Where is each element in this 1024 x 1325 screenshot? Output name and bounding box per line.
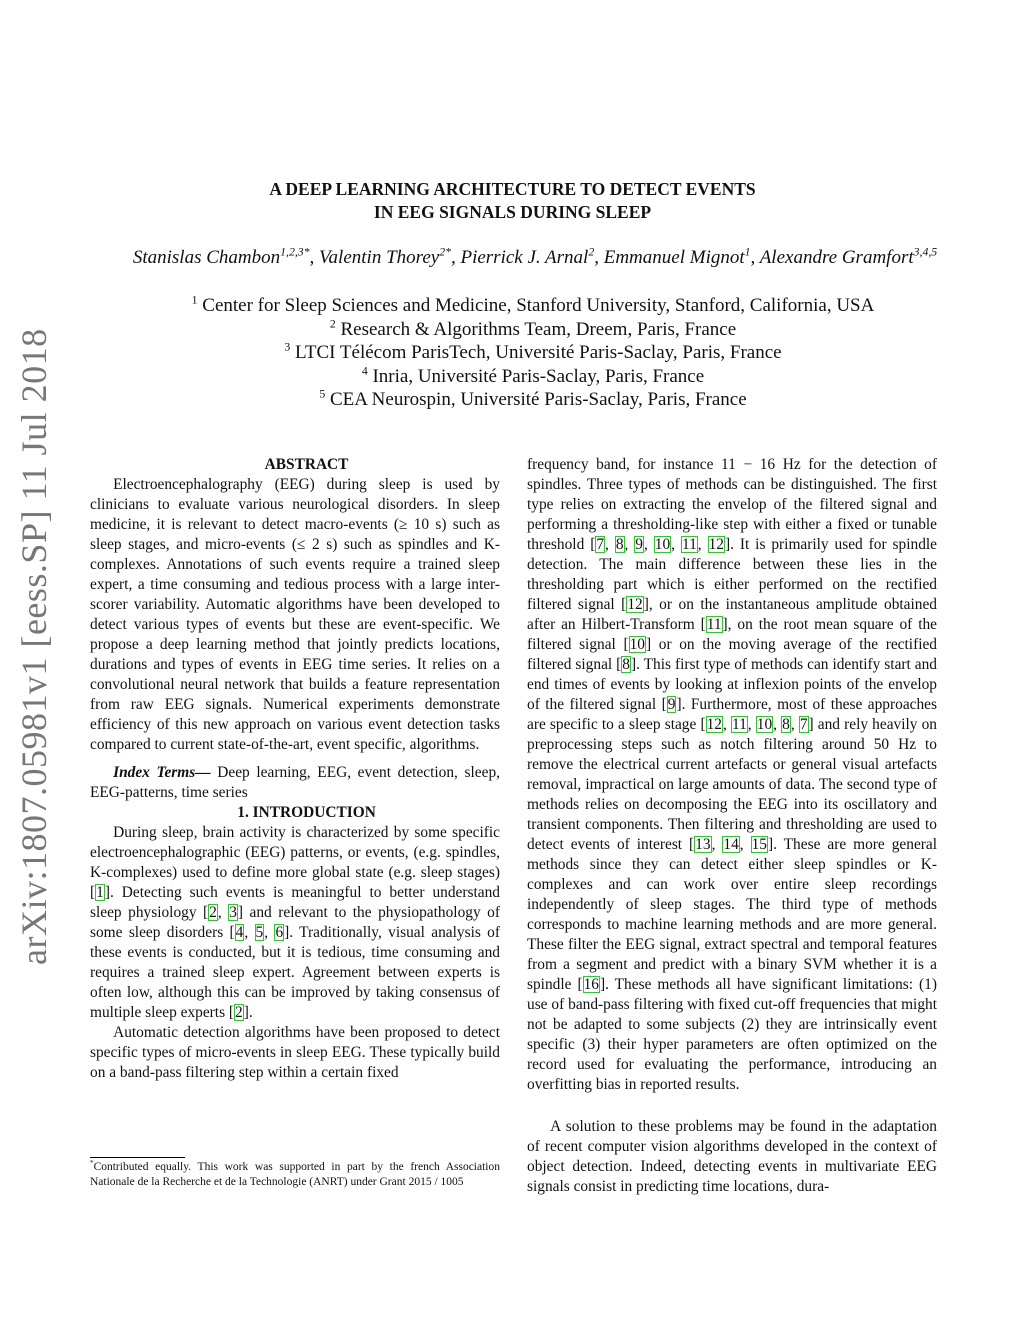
text-run: ], on the root mean square of the filtered signal [ bbox=[527, 616, 937, 653]
title-line: IN EEG SIGNALS DURING SLEEP bbox=[373, 202, 652, 222]
author-name: Pierrick J. Arnal bbox=[460, 247, 589, 268]
affiliation-number: 2 bbox=[329, 317, 336, 331]
author-affiliation-marks: 1 bbox=[744, 245, 751, 259]
citation-link[interactable]: 3 bbox=[229, 904, 237, 921]
citation-link[interactable]: 16 bbox=[583, 976, 599, 993]
abstract-body: Electroencephalography (EEG) during sleep is used by clinicians to evaluate various neurological disorders. In sleep medicine, it is relevant to detect macro-events (≥ 10 s) such as sleep stages, and micro-events (≤ 2 s) such as spindles and K-complexes. Annotations of such events require a trained sleep expert, a time consuming and tedious process with a large inter-scorer variability. Automatic algorithms have been developed to detect various types of events but these are event-specific. We propose a deep learning method that jointly predicts locations, durations and types of events in EEG time series. It relies on a convolutional neural network that builds a feature representation from raw EEG signals. Numerical experiments demonstrate efficiency of this new approach on various event detection tasks compared to current state-of-the-art, event specific, algorithms. bbox=[90, 476, 500, 753]
text-run: ]. It is primarily used for spindle detection. The main difference between these lies in the thresholding part which is either performed on the rectified filtered signal [ bbox=[527, 536, 938, 613]
citation-link[interactable]: 9 bbox=[667, 696, 676, 713]
text-run: ]. Furthermore, most of these approaches are specific to a sleep stage [ bbox=[527, 696, 938, 733]
author-name: Alexandre Gramfort bbox=[759, 247, 914, 268]
footnote-mark: * bbox=[90, 1159, 94, 1168]
intro-paragraph-2-cont bbox=[527, 455, 937, 1095]
citation-link[interactable]: 8 bbox=[782, 716, 790, 733]
index-terms-text: Deep learning, EEG, event detection, sleep, EEG-patterns, time series bbox=[90, 764, 500, 801]
affiliation-text: CEA Neurospin, Université Paris-Saclay, Paris, France bbox=[325, 389, 747, 410]
text-run: ]. Traditionally, visual analysis of these events is conducted, but it is tedious, time consuming and requires a trained sleep expert. Agreement between experts is often low, although this can be improved by taking consensus of multiple sleep experts [ bbox=[90, 924, 500, 1021]
author-affiliation-marks: 1,2,3* bbox=[280, 245, 310, 259]
citation-link[interactable]: 13 bbox=[695, 836, 711, 853]
text-run: ]. bbox=[243, 1004, 253, 1021]
affiliation-line bbox=[100, 365, 966, 389]
citation-link[interactable]: 8 bbox=[622, 656, 630, 673]
affiliation-text: Inria, Université Paris-Saclay, Paris, France bbox=[367, 365, 705, 387]
text-run: , bbox=[605, 536, 615, 553]
text-run: , bbox=[671, 536, 681, 553]
text-run: ]. This first type of methods can identify start and end times of events by looking at inflexion points of the envelop of the filtered signal [ bbox=[527, 656, 937, 713]
arxiv-identifier: arXiv:1807.05981v1 [eess.SP] 11 Jul 2018 bbox=[14, 328, 54, 965]
citation-link[interactable]: 11 bbox=[706, 616, 722, 633]
affiliation-text: Research & Algorithms Team, Dreem, Paris, France bbox=[335, 318, 737, 340]
intro-paragraph-3: A solution to these problems may be found in the adaptation of recent computer vision algorithms developed in the context of object detection. Indeed, detecting events in multivariate EEG signals consist in predicting time locations, dura- bbox=[527, 1118, 937, 1195]
citation-link[interactable]: 15 bbox=[751, 836, 767, 853]
affiliation-list bbox=[100, 294, 966, 412]
affiliation-line bbox=[100, 318, 966, 342]
intro-paragraph-2-start bbox=[90, 1023, 500, 1083]
citation-link[interactable]: 2 bbox=[209, 904, 217, 921]
citation-link[interactable]: 9 bbox=[635, 536, 643, 553]
citation-link[interactable]: 1 bbox=[96, 884, 104, 901]
author-affiliation-marks: 2 bbox=[588, 245, 595, 259]
text-run: , bbox=[644, 536, 654, 553]
citation-link[interactable]: 2 bbox=[235, 1004, 243, 1021]
text-run: ] and rely heavily on preprocessing steps such as notch filtering around 50 Hz to remove the electrical current artefacts or general visual artefacts removal, impractical on large amounts of data. The second type of methods relies on decomposing the EEG into its oscillatory and transient components. Then filtering and thresholding are used to detect events of interest [ bbox=[527, 716, 938, 853]
citation-link[interactable]: 12 bbox=[706, 716, 722, 733]
right-column bbox=[527, 455, 937, 1197]
citation-link[interactable]: 6 bbox=[275, 924, 284, 941]
author-affiliation-marks: 2* bbox=[439, 245, 451, 259]
text-run: ]. These are more general methods since they can detect either sleep spindles or K-complexes and can work over entire sleep recordings independently of sleep stages. The third type of methods corresponds to machine learning methods and are more general. These filter the EEG signal, extract spectral and temporal features from a segment and predict with a binary SVM whether it is a spindle [ bbox=[527, 836, 938, 993]
citation-link[interactable]: 4 bbox=[235, 924, 244, 941]
affiliation-number: 1 bbox=[191, 293, 198, 307]
left-column bbox=[90, 455, 500, 1083]
citation-link[interactable]: 12 bbox=[708, 536, 724, 553]
citation-link[interactable]: 11 bbox=[681, 536, 697, 553]
index-terms-label: Index Terms— bbox=[113, 764, 211, 781]
affiliation-text: Center for Sleep Sciences and Medicine, Stanford University, Stanford, California, USA bbox=[197, 295, 875, 316]
text-run: ] or on the moving average of the rectified filtered signal [ bbox=[527, 636, 937, 673]
affiliation-number: 3 bbox=[284, 340, 291, 354]
affiliation-line bbox=[100, 294, 966, 318]
citation-link[interactable]: 12 bbox=[627, 596, 643, 613]
author-list: Stanislas Chambon$^{1,2,3*}$, Valentin Thorey$^{2*}$, Pierrick J. Arnal$^2$, Emmanuel Mignot$^1$, Alexandre Gramfort$^{3,4,5}$ bbox=[132, 245, 938, 268]
text-run: ], or on the instantaneous amplitude obtained after an Hilbert-Transform [ bbox=[527, 596, 937, 633]
text-run: , bbox=[244, 924, 255, 941]
footnote bbox=[90, 1160, 500, 1190]
text-run: , bbox=[624, 536, 635, 553]
text-run: frequency band, for instance 11 − 16 Hz for the detection of spindles. Three types of methods can be distinguished. The first type relies on extracting the envelop of the filtered signal and performing a thresholding-like step with either a fixed or tunable threshold [ bbox=[527, 456, 937, 553]
citation-link[interactable]: 7 bbox=[799, 716, 808, 733]
text-run: , bbox=[747, 716, 756, 733]
text-run: ] and relevant to the physiopathology of some sleep disorders [ bbox=[90, 904, 500, 941]
text-run: , bbox=[722, 716, 731, 733]
text-run: During sleep, brain activity is characterized by some specific electroencephalographic (EEG) patterns, or events, (e.g. spindles, K-complexes) used to define more global state (e.g. sleep stages) [ bbox=[90, 824, 500, 901]
citation-link[interactable]: 8 bbox=[615, 536, 624, 553]
affiliation-text: LTCI Télécom ParisTech, Université Paris-Saclay, Paris, France bbox=[290, 342, 782, 363]
intro-heading: 1. INTRODUCTION bbox=[237, 804, 376, 821]
author-affiliation-marks: 3,4,5 bbox=[913, 245, 938, 259]
text-run: , bbox=[790, 716, 799, 733]
text-run: ]. Detecting such events is meaningful to better understand sleep physiology [ bbox=[90, 884, 500, 921]
title-line: A DEEP LEARNING ARCHITECTURE TO DETECT EVENTS bbox=[269, 179, 756, 199]
citation-link[interactable]: 7 bbox=[596, 536, 605, 553]
affiliation-line bbox=[100, 341, 966, 365]
footnote-text: Contributed equally. This work was supported in part by the french Association Nationale de la Recherche et de la Technologie (ANRT) under Grant 2015 / 1005 bbox=[90, 1161, 500, 1188]
author-name: Valentin Thorey bbox=[319, 247, 440, 268]
affiliation-line bbox=[100, 388, 966, 412]
text-run: , bbox=[739, 836, 751, 853]
footnote-rule bbox=[90, 1157, 185, 1158]
text-run: ]. These methods all have significant limitations: (1) use of band-pass filtering with fixed cut-off frequencies that might not be adapted to some subjects (2) they are intrinsically event specific (3) their hyper parameters are often optimized on the record used for evaluating the performance, introducing an overfitting bias in reported results. bbox=[527, 976, 937, 1093]
index-terms bbox=[90, 763, 500, 803]
citation-link[interactable]: 10 bbox=[629, 636, 645, 653]
affiliation-number: 5 bbox=[319, 387, 326, 401]
text-run: Automatic detection algorithms have been proposed to detect specific types of micro-events in sleep EEG. These typically build on a band-pass filtering step within a certain fixed bbox=[90, 1024, 500, 1081]
text-run: , bbox=[264, 924, 275, 941]
citation-link[interactable]: 5 bbox=[255, 924, 264, 941]
text-run: , bbox=[773, 716, 782, 733]
text-run: , bbox=[697, 536, 708, 553]
citation-link[interactable]: 14 bbox=[723, 836, 739, 853]
abstract-heading: ABSTRACT bbox=[264, 456, 349, 473]
text-run: , bbox=[217, 904, 229, 921]
citation-link[interactable]: 10 bbox=[756, 716, 773, 733]
intro-paragraph-1 bbox=[90, 823, 500, 1023]
citation-link[interactable]: 10 bbox=[654, 536, 671, 553]
author-name: Emmanuel Mignot bbox=[603, 247, 745, 268]
author-name: Stanislas Chambon bbox=[132, 247, 281, 268]
affiliation-number: 4 bbox=[361, 364, 368, 378]
paper-title bbox=[130, 178, 895, 224]
citation-link[interactable]: 11 bbox=[731, 716, 747, 733]
text-run: , bbox=[711, 836, 723, 853]
